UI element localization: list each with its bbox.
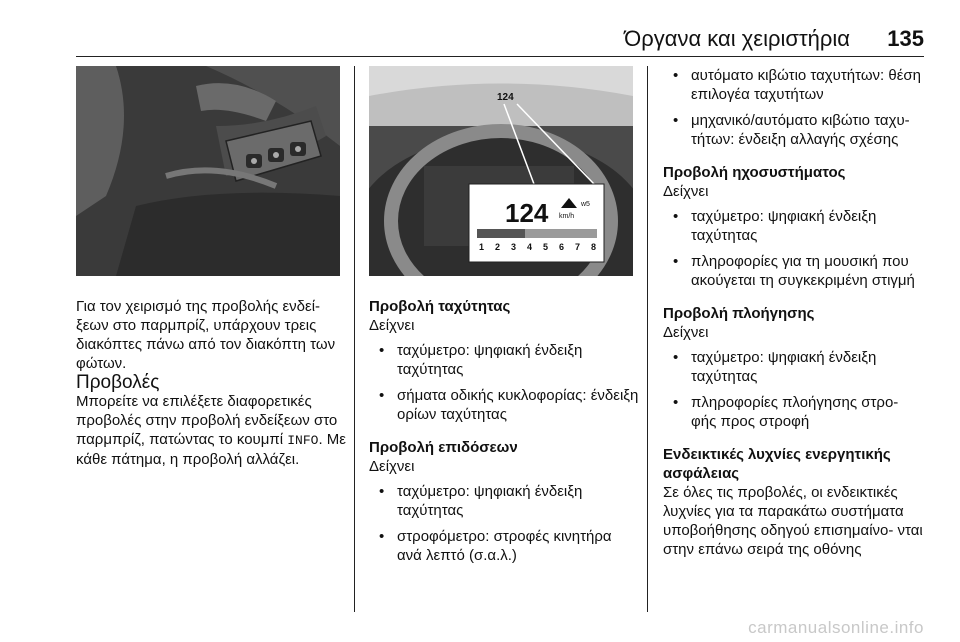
rpm-tick-1: 1 [479,242,485,252]
list-item: • πληροφορίες για τη μουσική που ακούγεται τη συγκεκριμένη στιγμή [663,252,927,290]
section-audio-view-lead: Δείχνει [663,183,709,200]
list-item: • ταχύμετρο: ψηφιακή ένδειξη ταχύτητας [663,348,927,386]
column-separator-1 [354,66,355,612]
hud-unit: km/h [559,213,575,220]
watermark: carmanualsonline.info [748,618,924,637]
list-item: • ταχύμετρο: ψηφιακή ένδειξη ταχύτητας [369,341,639,379]
views-paragraph [76,392,346,469]
section-speed-view-list [369,341,639,424]
section-navigation-view-list [663,348,927,431]
hud-speed-small: 124 [497,92,514,103]
hud-speed-large: 124 [505,198,549,228]
section-navigation-view-lead: Δείχνει [663,324,709,341]
rpm-tick-7: 7 [575,242,581,252]
list-item: • μηχανικό/αυτόματο κιβώτιο ταχυ- τήτων: ένδειξη αλλαγής σχέσης [663,111,927,149]
column-separator-2 [647,66,648,612]
section-safety-lights-title: Ενδεικτικές λυχνίες ενεργητικής ασφάλειας [663,446,891,482]
rpm-tick-2: 2 [495,242,501,252]
page-number: 135 [887,26,924,51]
rpm-tick-3: 3 [511,242,517,252]
intro-paragraph: Για τον χειρισμό της προβολής ενδεί- ξεων στο παρμπρίζ, υπάρχουν τρεις διακόπτες πάνω από τον διακόπτη των φώτων. [76,298,336,372]
rpm-tick-4: 4 [527,242,533,252]
list-item: • πληροφορίες πλοήγησης στρο- φής προς στροφή [663,393,927,431]
section-performance-view-title: Προβολή επιδόσεων [369,439,518,456]
views-text-part1: Μπορείτε να επιλέξετε διαφορετικές προβολές στην προβολή ενδείξεων στο παρμπρίζ, πατώντας το κουμπί [76,393,338,448]
section-performance-view-lead: Δείχνει [369,458,415,475]
section-navigation-view-title: Προβολή πλοήγησης [663,305,815,322]
section-speed-view-lead: Δείχνει [369,317,415,334]
list-item: • ταχύμετρο: ψηφιακή ένδειξη ταχύτητας [369,482,639,520]
rpm-bar-fill [477,229,525,238]
section-audio-view-list [663,207,927,290]
page-header [0,26,960,56]
hud-gear-indicator: w5 [581,201,590,208]
column-3 [663,66,927,559]
rpm-tick-5: 5 [543,242,549,252]
hud-windshield-photo [369,66,633,276]
rpm-tick-8: 8 [591,242,597,252]
section-performance-view-list [369,482,639,565]
list-item: • αυτόματο κιβώτιο ταχυτήτων: θέση επιλογέα ταχυτήτων [663,66,927,104]
section-audio-view-title: Προβολή ηχοσυστήματος [663,164,846,181]
list-item: • σήματα οδικής κυκλοφορίας: ένδειξη ορίων ταχύτητας [369,386,639,424]
rpm-tick-6: 6 [559,242,565,252]
hud-windshield-illustration [369,66,633,276]
views-text-part2: . Με κάθε πάτημα, η προβολή αλλάζει. [76,431,346,468]
column-2 [369,297,639,579]
transmission-list [663,66,927,149]
section-speed-view-title: Προβολή ταχύτητας [369,298,511,315]
hud-switches-illustration [76,66,340,276]
column-1 [76,297,346,469]
header-rule [76,56,924,57]
page-title: Όργανα και χειριστήρια [624,26,850,51]
list-item: • στροφόμετρο: στροφές κινητήρα ανά λεπτό (σ.α.λ.) [369,527,639,565]
info-key-label: INFO [287,433,319,448]
section-safety-lights-body: Σε όλες τις προβολές, οι ενδεικτικές λυχνίες για τα παρακάτω συστήματα υποβοήθησης οδηγού επισημαίνο- νται στην επάνω σειρά της οθόνης [663,484,923,558]
hud-switches-photo [76,66,340,276]
section-heading-views: Προβολές [76,372,160,393]
list-item: • ταχύμετρο: ψηφιακή ένδειξη ταχύτητας [663,207,927,245]
